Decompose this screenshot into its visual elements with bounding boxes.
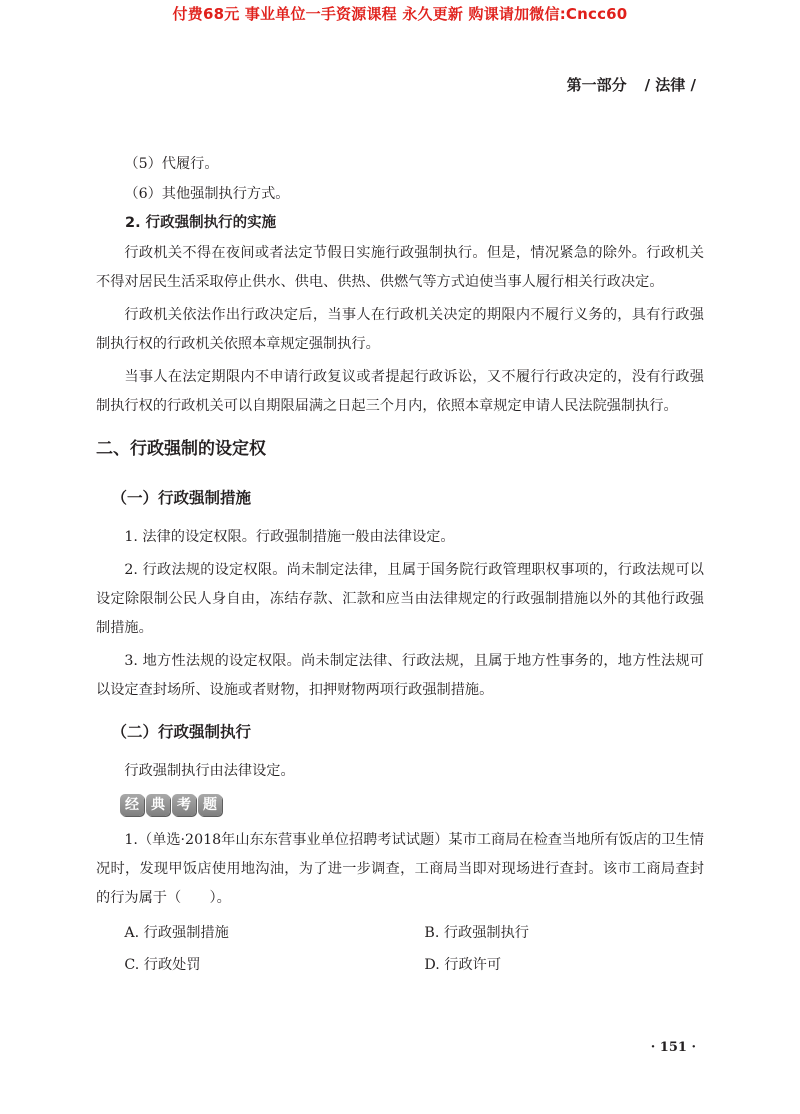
paragraph: 2. 行政法规的设定权限。尚未制定法律，且属于国务院行政管理职权事项的，行政法规可以设定除限制公民人身自由，冻结存款、汇款和应当由法律规定的行政强制措施以外的其他行政强制措施。	[96, 562, 704, 636]
section-heading: 二、行政强制的设定权	[96, 439, 266, 459]
exam-badge	[120, 794, 704, 816]
page-content	[96, 150, 704, 981]
running-header	[567, 74, 696, 95]
option-c: C. 行政处罚	[124, 957, 201, 973]
page-number: · 151 ·	[650, 1040, 696, 1055]
paragraph: 3. 地方性法规的设定权限。尚未制定法律、行政法规，且属于地方性事务的，地方性法规可以设定查封场所、设施或者财物，扣押财物两项行政强制措施。	[96, 653, 704, 698]
subsection-heading: （二）行政强制执行	[111, 723, 252, 741]
paragraph: 行政机关不得在夜间或者法定节假日实施行政强制执行。但是，情况紧急的除外。行政机关不得对居民生活采取停止供水、供电、供热、供燃气等方式迫使当事人履行相关行政决定。	[96, 245, 704, 290]
subsection-heading: （一）行政强制措施	[111, 489, 252, 507]
list-item: （5）代履行。	[124, 156, 219, 172]
option-b: B. 行政强制执行	[424, 925, 529, 941]
option-d: D. 行政许可	[424, 957, 502, 973]
paragraph: 当事人在法定期限内不申请行政复议或者提起行政诉讼，又不履行行政决定的，没有行政强制执行权的行政机关可以自期限届满之日起三个月内，依照本章规定申请人民法院强制执行。	[96, 369, 704, 414]
header-part: 第一部分	[566, 76, 627, 94]
badge-char: 题	[198, 794, 222, 816]
paragraph: 行政强制执行由法律设定。	[124, 763, 295, 779]
list-item: （6）其他强制执行方式。	[124, 186, 290, 202]
badge-char: 经	[120, 794, 144, 816]
question-text: 1.（单选·2018年山东东营事业单位招聘考试试题）某市工商局在检查当地所有饭店的卫生情况时，发现甲饭店使用地沟油，为了进一步调查，工商局当即对现场进行查封。该市工商局查封的行为属于（ ）。	[96, 832, 704, 906]
answer-options	[96, 917, 704, 981]
badge-char: 典	[146, 794, 170, 816]
paragraph: 行政机关依法作出行政决定后，当事人在行政机关决定的期限内不履行义务的，具有行政强制执行权的行政机关依照本章规定强制执行。	[96, 307, 704, 352]
badge-char: 考	[172, 794, 196, 816]
option-a: A. 行政强制措施	[124, 925, 229, 941]
paragraph: 1. 法律的设定权限。行政强制措施一般由法律设定。	[124, 529, 455, 545]
header-subject: / 法律 /	[644, 76, 696, 94]
watermark-banner: 付费68元 事业单位一手资源课程 永久更新 购课请加微信:Cncc60	[172, 5, 628, 23]
subsection-heading: 2. 行政强制执行的实施	[125, 215, 277, 231]
